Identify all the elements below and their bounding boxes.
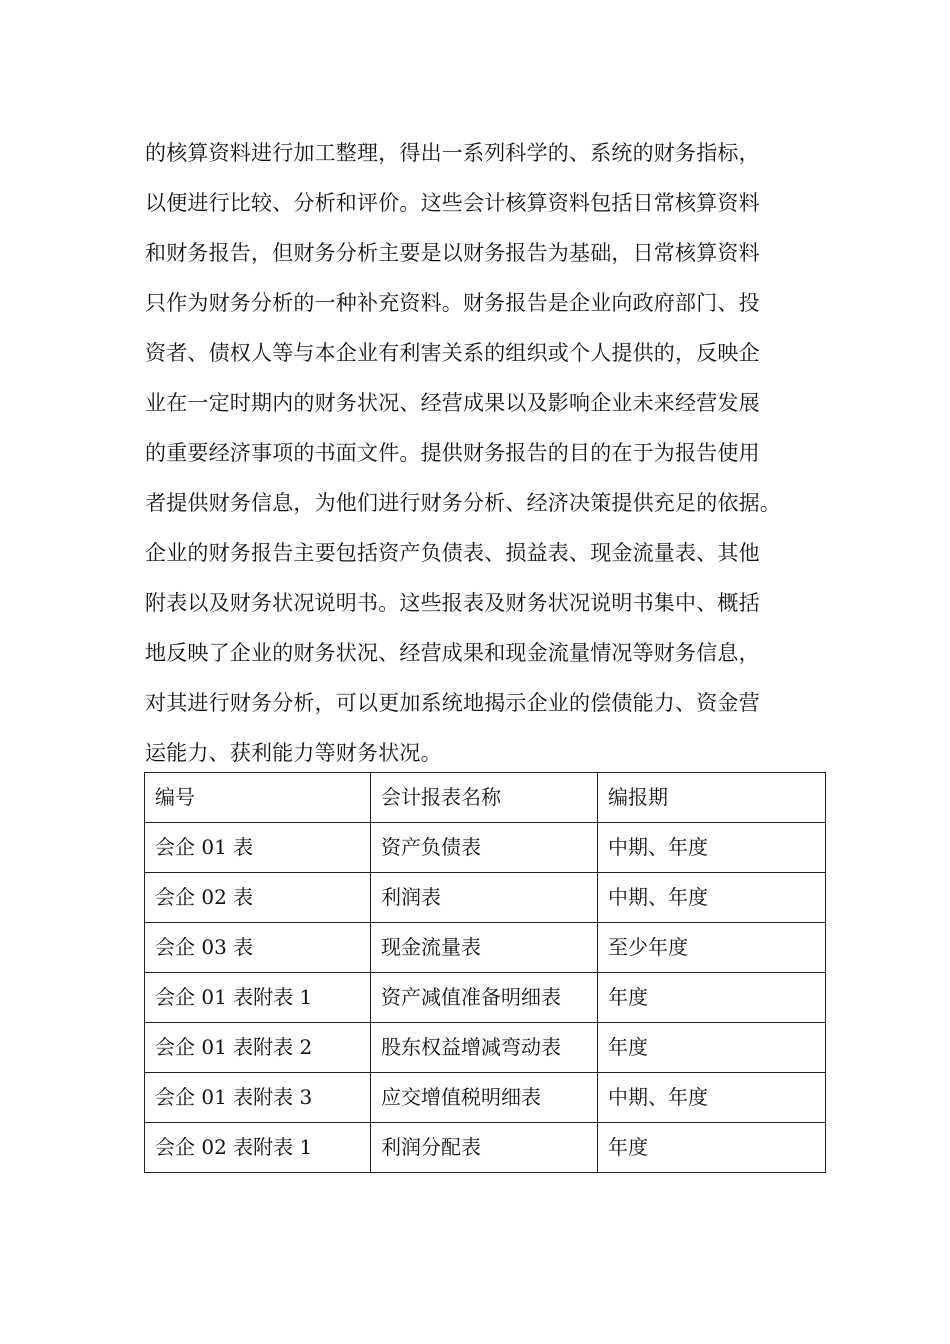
paragraph-line: 企业的财务报告主要包括资产负债表、损益表、现金流量表、其他 — [145, 541, 760, 565]
header-cell-code: 编号 — [145, 773, 371, 823]
table-cell: 利润分配表 — [371, 1123, 598, 1173]
paragraph-line: 的核算资料进行加工整理，得出一系列科学的、系统的财务指标， — [145, 141, 760, 165]
paragraph-line: 的重要经济事项的书面文件。提供财务报告的目的在于为报告使用 — [145, 441, 760, 465]
table-cell: 年度 — [598, 1023, 826, 1073]
table-row — [145, 923, 826, 973]
body-paragraph — [145, 128, 835, 778]
paragraph-line: 运能力、获利能力等财务状况。 — [145, 741, 442, 765]
table-row — [145, 1123, 826, 1173]
table-cell: 年度 — [598, 1123, 826, 1173]
table-cell: 利润表 — [371, 873, 598, 923]
table-row — [145, 823, 826, 873]
table-cell: 会企 01 表 — [145, 823, 371, 873]
table-cell: 会企 02 表附表 1 — [145, 1123, 371, 1173]
paragraph-line: 附表以及财务状况说明书。这些报表及财务状况说明书集中、概括 — [145, 591, 760, 615]
table-cell: 会企 01 表附表 2 — [145, 1023, 371, 1073]
table-cell: 会企 01 表附表 3 — [145, 1073, 371, 1123]
table-cell: 中期、年度 — [598, 823, 826, 873]
table-cell: 资产减值准备明细表 — [371, 973, 598, 1023]
table-row — [145, 1073, 826, 1123]
table-header-row — [145, 773, 826, 823]
table-cell: 资产负债表 — [371, 823, 598, 873]
table-row — [145, 973, 826, 1023]
table-row — [145, 1023, 826, 1073]
paragraph-line: 者提供财务信息，为他们进行财务分析、经济决策提供充足的依据。 — [145, 491, 781, 515]
table-cell: 中期、年度 — [598, 873, 826, 923]
header-cell-period: 编报期 — [598, 773, 826, 823]
table-cell: 年度 — [598, 973, 826, 1023]
report-table — [144, 772, 826, 1173]
table-cell: 中期、年度 — [598, 1073, 826, 1123]
paragraph-line: 业在一定时期内的财务状况、经营成果以及影响企业未来经营发展 — [145, 391, 760, 415]
paragraph-line: 只作为财务分析的一种补充资料。财务报告是企业向政府部门、投 — [145, 291, 760, 315]
table-cell: 现金流量表 — [371, 923, 598, 973]
table-row — [145, 873, 826, 923]
table-cell: 会企 02 表 — [145, 873, 371, 923]
table-cell: 至少年度 — [598, 923, 826, 973]
table-cell: 股东权益增减弯动表 — [371, 1023, 598, 1073]
header-cell-report-name: 会计报表名称 — [371, 773, 598, 823]
paragraph-line: 资者、债权人等与本企业有利害关系的组织或个人提供的，反映企 — [145, 341, 760, 365]
paragraph-line: 对其进行财务分析，可以更加系统地揭示企业的偿债能力、资金营 — [145, 691, 760, 715]
paragraph-line: 以便进行比较、分析和评价。这些会计核算资料包括日常核算资料 — [145, 191, 760, 215]
table-cell: 应交增值税明细表 — [371, 1073, 598, 1123]
table-cell: 会企 01 表附表 1 — [145, 973, 371, 1023]
paragraph-line: 地反映了企业的财务状况、经营成果和现金流量情况等财务信息， — [145, 641, 760, 665]
paragraph-line: 和财务报告，但财务分析主要是以财务报告为基础，日常核算资料 — [145, 241, 760, 265]
table-cell: 会企 03 表 — [145, 923, 371, 973]
